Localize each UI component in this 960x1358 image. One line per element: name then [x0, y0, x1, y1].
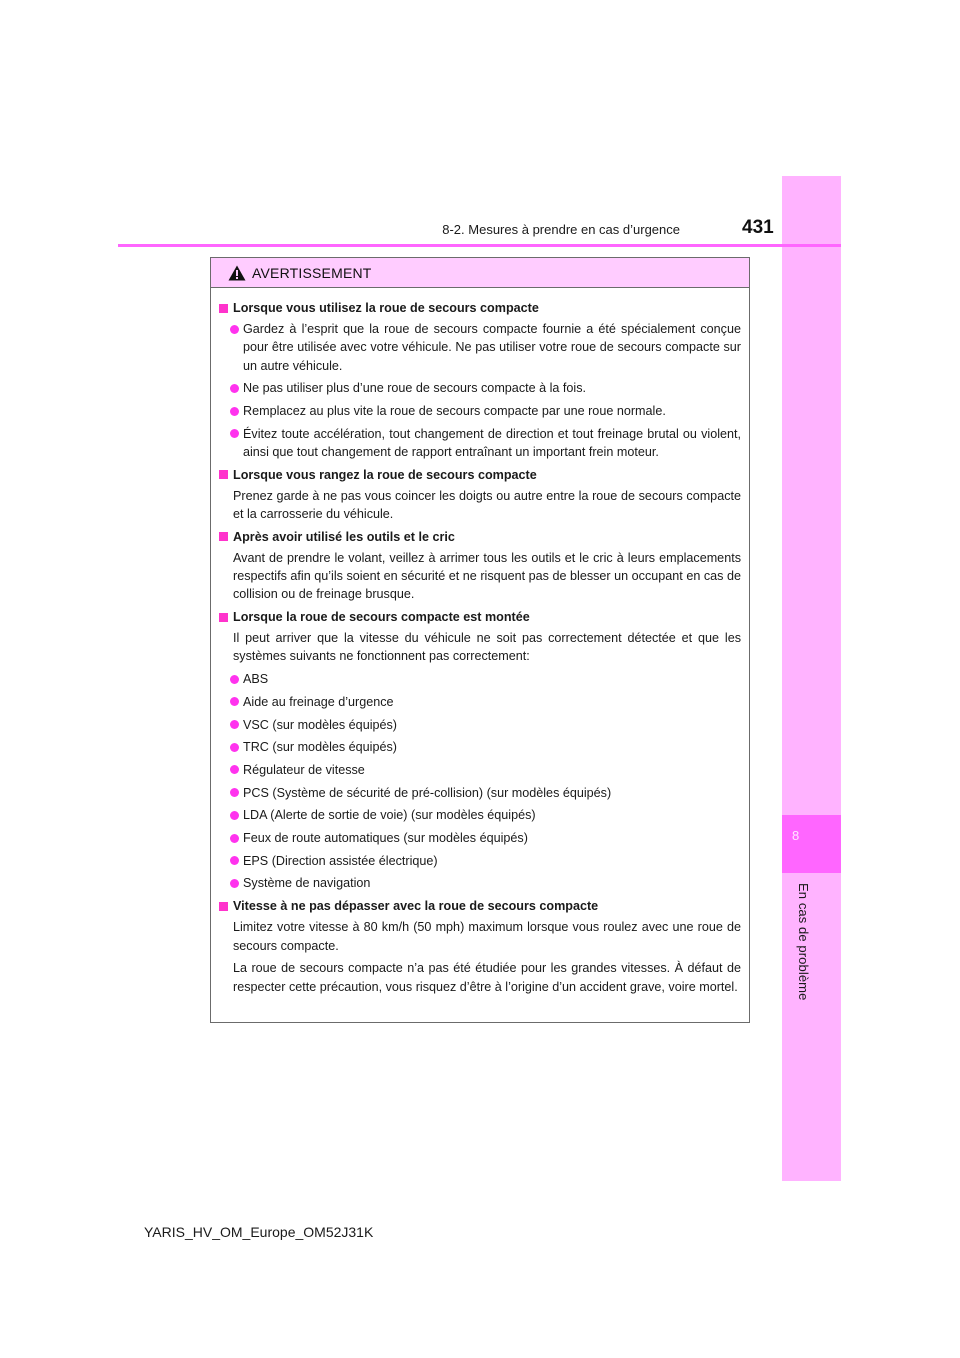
round-bullet-icon — [230, 697, 239, 706]
chapter-title: En cas de problème — [796, 883, 811, 1001]
round-bullet-icon — [230, 384, 239, 393]
list-item: Ne pas utiliser plus d’une roue de secours compacte à la fois. — [230, 379, 741, 397]
warning-body — [211, 288, 749, 996]
section-title: 8-2. Mesures à prendre en cas d’urgence — [442, 222, 680, 237]
document-id: YARIS_HV_OM_Europe_OM52J31K — [144, 1224, 374, 1240]
round-bullet-icon — [230, 407, 239, 416]
round-bullet-icon — [230, 720, 239, 729]
round-bullet-icon — [230, 743, 239, 752]
round-bullet-icon — [230, 856, 239, 865]
square-bullet-icon — [219, 902, 228, 911]
square-bullet-icon — [219, 304, 228, 313]
list-item: Gardez à l’esprit que la roue de secours compacte fournie a été spécialement conçue pour être utilisée avec votre véhicule. Ne pas utiliser votre roue de secours compacte sur un autre véhicule. — [230, 320, 741, 375]
paragraph: Limitez votre vitesse à 80 km/h (50 mph) maximum lorsque vous roulez avec une roue de secours compacte. — [233, 920, 741, 953]
section-heading: Après avoir utilisé les outils et le cric — [219, 528, 741, 546]
warning-header — [211, 258, 749, 288]
list-item: LDA (Alerte de sortie de voie) (sur modèles équipés) — [230, 806, 741, 824]
active-chapter-marker — [782, 815, 841, 873]
chapter-number: 8 — [792, 828, 800, 843]
list-item: Évitez toute accélération, tout changement de direction et tout freinage brutal ou violent, ainsi que tout changement de rapport entraînant un important frein moteur. — [230, 425, 741, 461]
round-bullet-icon — [230, 429, 239, 438]
round-bullet-icon — [230, 675, 239, 684]
list-item: VSC (sur modèles équipés) — [230, 716, 741, 734]
round-bullet-icon — [230, 879, 239, 888]
list-item: PCS (Système de sécurité de pré-collision) (sur modèles équipés) — [230, 784, 741, 802]
section-heading: Lorsque la roue de secours compacte est montée — [219, 608, 741, 626]
warning-box — [210, 257, 750, 1023]
warning-title: AVERTISSEMENT — [252, 264, 372, 281]
list-item: EPS (Direction assistée électrique) — [230, 852, 741, 870]
square-bullet-icon — [219, 532, 228, 541]
section-heading: Lorsque vous utilisez la roue de secours compacte — [219, 299, 741, 317]
list-item: Remplacez au plus vite la roue de secours compacte par une roue normale. — [230, 402, 741, 420]
paragraph: Prenez garde à ne pas vous coincer les doigts ou autre entre la roue de secours compacte et la carrosserie du véhicule. — [233, 488, 741, 522]
round-bullet-icon — [230, 788, 239, 797]
section-heading: Lorsque vous rangez la roue de secours compacte — [219, 466, 741, 484]
list-item: Système de navigation — [230, 874, 741, 892]
side-tab-divider — [782, 244, 841, 247]
list-item: Aide au freinage d’urgence — [230, 693, 741, 711]
round-bullet-icon — [230, 834, 239, 843]
list-item: TRC (sur modèles équipés) — [230, 738, 741, 756]
page-number: 431 — [742, 217, 774, 238]
paragraph: La roue de secours compacte n’a pas été étudiée pour les grandes vitesses. À défaut de respecter cette précaution, vous risquez d’être à l’origine d’un accident grave, voire mortel. — [233, 961, 741, 994]
section-heading: Vitesse à ne pas dépasser avec la roue de secours compacte — [219, 897, 741, 915]
chapter-side-tab — [782, 176, 841, 1181]
square-bullet-icon — [219, 470, 228, 479]
round-bullet-icon — [230, 811, 239, 820]
paragraph: Il peut arriver que la vitesse du véhicule ne soit pas correctement détectée et que les systèmes suivants ne fonctionnent pas correctement: — [233, 631, 741, 664]
list-item: Régulateur de vitesse — [230, 761, 741, 779]
list-item: Feux de route automatiques (sur modèles équipés) — [230, 829, 741, 847]
round-bullet-icon — [230, 325, 239, 334]
paragraph: Avant de prendre le volant, veillez à arrimer tous les outils et le cric à leurs emplacements respectifs afin qu’ils soient en sécurité et ne risquent pas de blesser un occupant en cas de collision ou de freinage brusque. — [233, 550, 741, 602]
square-bullet-icon — [219, 613, 228, 622]
header-divider — [118, 244, 782, 247]
warning-triangle-icon — [228, 265, 246, 281]
round-bullet-icon — [230, 765, 239, 774]
list-item: ABS — [230, 670, 741, 688]
